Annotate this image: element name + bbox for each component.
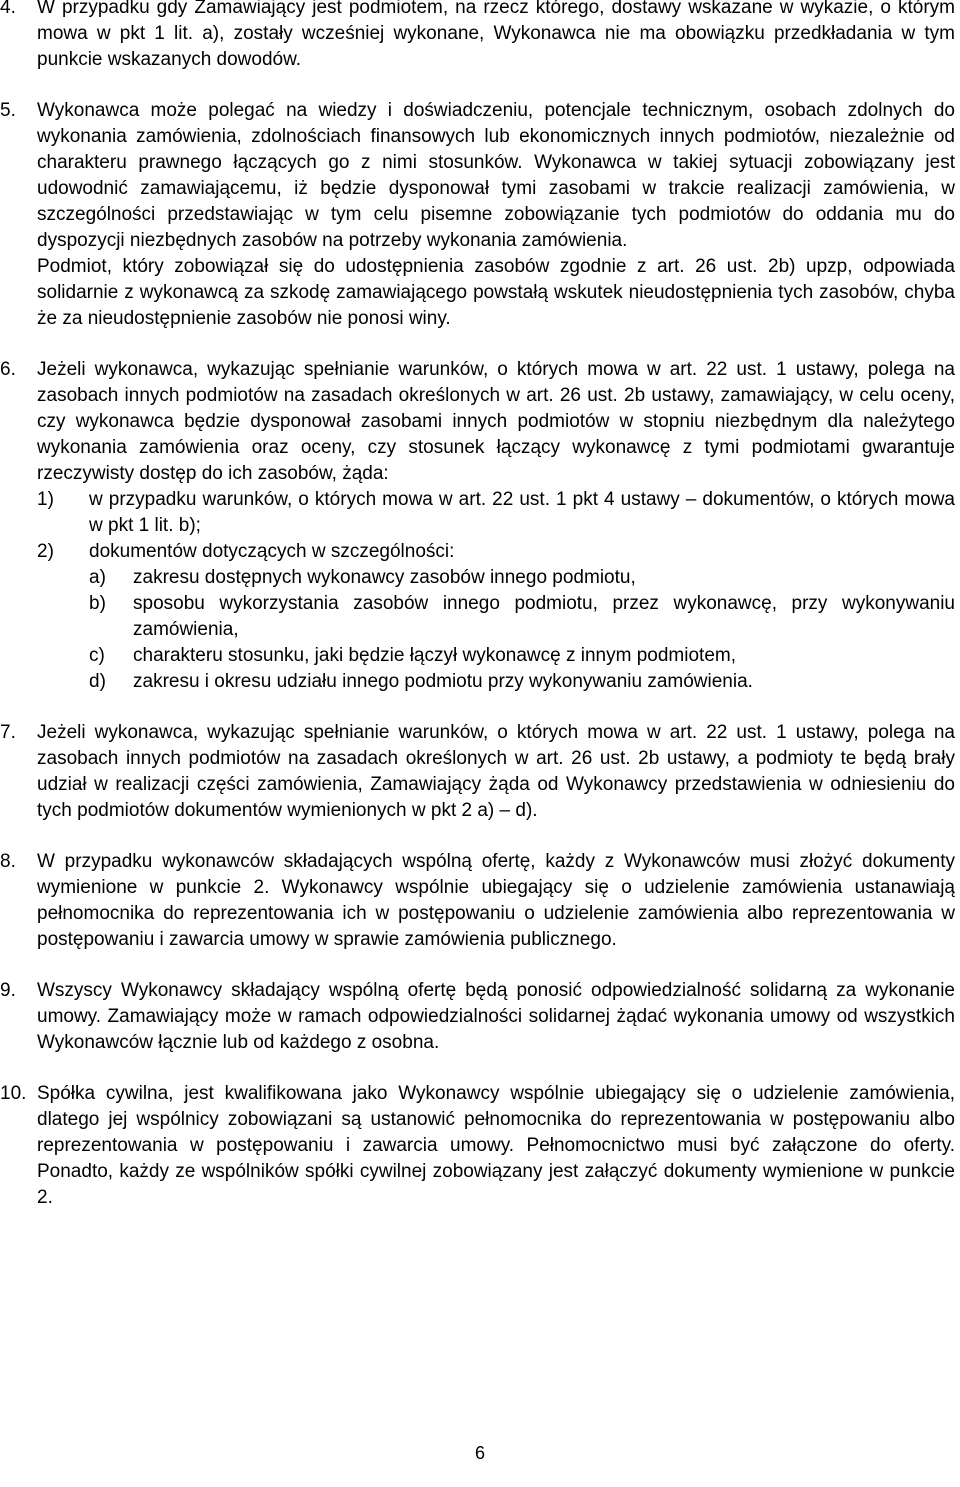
spacer (0, 332, 960, 357)
item-number: 6. (0, 359, 16, 380)
item-content (37, 720, 955, 824)
list-item-6 (0, 357, 955, 695)
item-content (37, 0, 955, 73)
item-number: 8. (0, 851, 16, 872)
sub-sub-item-a (37, 565, 955, 591)
list-item-10 (0, 1081, 955, 1211)
paragraph: Wykonawca może polegać na wiedzy i doświadczeniu, potencjale technicznym, osobach zdolnych do wykonania zamówienia, zdolnościach finansowych lub ekonomicznych innych podmiotów, niezależnie od charakteru prawnego łączących go z nimi stosunków. Wykonawca w takiej sytuacji zobowiązany jest udowodnić zamawiającemu, iż będzie dysponował tymi zasobami w trakcie realizacji zamówienia, w szczególności przedstawiając w tym celu pisemne zobowiązanie tych podmiotów do oddania mu do dyspozycji niezbędnych zasobów na potrzeby wykonania zamówienia. (37, 100, 955, 251)
sub-sub-item-text: charakteru stosunku, jaki będzie łączył wykonawcę z innym podmiotem, (133, 645, 736, 666)
sub-sub-item-letter: b) (89, 593, 106, 614)
item-number: 10. (0, 1083, 27, 1104)
item-content (37, 849, 955, 953)
item-content (37, 1081, 955, 1211)
item-content (37, 98, 955, 332)
sub-item-1 (37, 487, 955, 539)
list-item-7 (0, 720, 955, 824)
spacer (0, 1056, 960, 1081)
list-item-8 (0, 849, 955, 953)
item-number: 9. (0, 980, 16, 1001)
list-item-5 (0, 98, 955, 332)
item-number: 7. (0, 722, 16, 743)
spacer (0, 824, 960, 849)
paragraph: W przypadku gdy Zamawiający jest podmiotem, na rzecz którego, dostawy wskazane w wykazie, o którym mowa w pkt 1 lit. a), zostały wcześniej wykonane, Wykonawca nie ma obowiązku przedkładania w tym punkcie wskazanych dowodów. (37, 0, 955, 70)
paragraph: Jeżeli wykonawca, wykazując spełnianie warunków, o których mowa w art. 22 ust. 1 ustawy, polega na zasobach innych podmiotów na zasadach określonych w art. 26 ust. 2b ustawy, zamawiający, w celu oceny, czy wykonawca będzie dysponował zasobami innych podmiotów w stopniu niezbędnym dla należytego wykonania zamówienia oraz oceny, czy stosunek łączący wykonawcę z tymi podmiotami gwarantuje rzeczywisty dostęp do ich zasobów, żąda: (37, 359, 955, 484)
spacer (0, 953, 960, 978)
sub-sub-item-c (37, 643, 955, 669)
sub-sub-item-text: zakresu dostępnych wykonawcy zasobów innego podmiotu, (133, 567, 636, 588)
list-item-9 (0, 978, 955, 1056)
paragraph: Jeżeli wykonawca, wykazując spełnianie warunków, o których mowa w art. 22 ust. 1 ustawy, polega na zasobach innych podmiotów na zasadach określonych w art. 26 ust. 2b ustawy, a podmioty te będą brały udział w realizacji części zamówienia, Zamawiający żąda od Wykonawcy przedstawienia w odniesieniu do tych podmiotów dokumentów wymienionych w pkt 2 a) – d). (37, 722, 955, 821)
sub-item-2 (37, 539, 955, 565)
list-item-4 (0, 0, 955, 73)
sub-sub-item-text: zakresu i okresu udziału innego podmiotu przy wykonywaniu zamówienia. (133, 671, 753, 692)
item-number: 4. (0, 0, 16, 18)
page-number: 6 (474, 1443, 485, 1463)
sub-sub-item-b (37, 591, 955, 643)
sub-sub-item-letter: a) (89, 567, 106, 588)
item-content (37, 357, 955, 695)
sub-sub-item-d (37, 669, 955, 695)
sub-item-number: 1) (37, 489, 54, 510)
paragraph: Podmiot, który zobowiązał się do udostępnienia zasobów zgodnie z art. 26 ust. 2b) upzp, odpowiada solidarnie z wykonawcą za szkodę zamawiającego powstałą wskutek nieudostępnienia tych zasobów, chyba że za nieudostępnienie zasobów nie ponosi winy. (37, 256, 955, 329)
paragraph: Wszyscy Wykonawcy składający wspólną ofertę będą ponosić odpowiedzialność solidarną za wykonanie umowy. Zamawiający może w ramach odpowiedzialności solidarnej żądać wykonania umowy od wszystkich Wykonawców łącznie lub od każdego z osobna. (37, 980, 955, 1053)
spacer (0, 73, 960, 98)
sub-item-text: dokumentów dotyczących w szczególności: (89, 541, 455, 562)
spacer (0, 695, 960, 720)
paragraph: W przypadku wykonawców składających wspólną ofertę, każdy z Wykonawców musi złożyć dokumenty wymienione w punkcie 2. Wykonawcy wspólnie ubiegający się o udzielenie zamówienia ustanawiają pełnomocnika do reprezentowania ich w postępowaniu o udzielenie zamówienia albo reprezentowania w postępowaniu i zawarcia umowy w sprawie zamówienia publicznego. (37, 851, 955, 950)
sub-sub-item-letter: d) (89, 671, 106, 692)
item-content (37, 978, 955, 1056)
item-number: 5. (0, 100, 16, 121)
sub-sub-item-letter: c) (89, 645, 105, 666)
paragraph: Spółka cywilna, jest kwalifikowana jako Wykonawcy wspólnie ubiegający się o udzielenie zamówienia, dlatego jej wspólnicy zobowiązani są ustanowić pełnomocnika do reprezentowania w postępowaniu albo reprezentowania w postępowaniu i zawarcia umowy. Pełnomocnictwo musi być załączone do oferty. Ponadto, każdy ze wspólników spółki cywilnej zobowiązany jest załączyć dokumenty wymienione w punkcie 2. (37, 1083, 955, 1208)
sub-item-text: w przypadku warunków, o których mowa w art. 22 ust. 1 pkt 4 ustawy – dokumentów, o których mowa w pkt 1 lit. b); (89, 489, 955, 536)
sub-sub-item-text: sposobu wykorzystania zasobów innego podmiotu, przez wykonawcę, przy wykonywaniu zamówienia, (133, 593, 955, 640)
sub-item-number: 2) (37, 541, 54, 562)
